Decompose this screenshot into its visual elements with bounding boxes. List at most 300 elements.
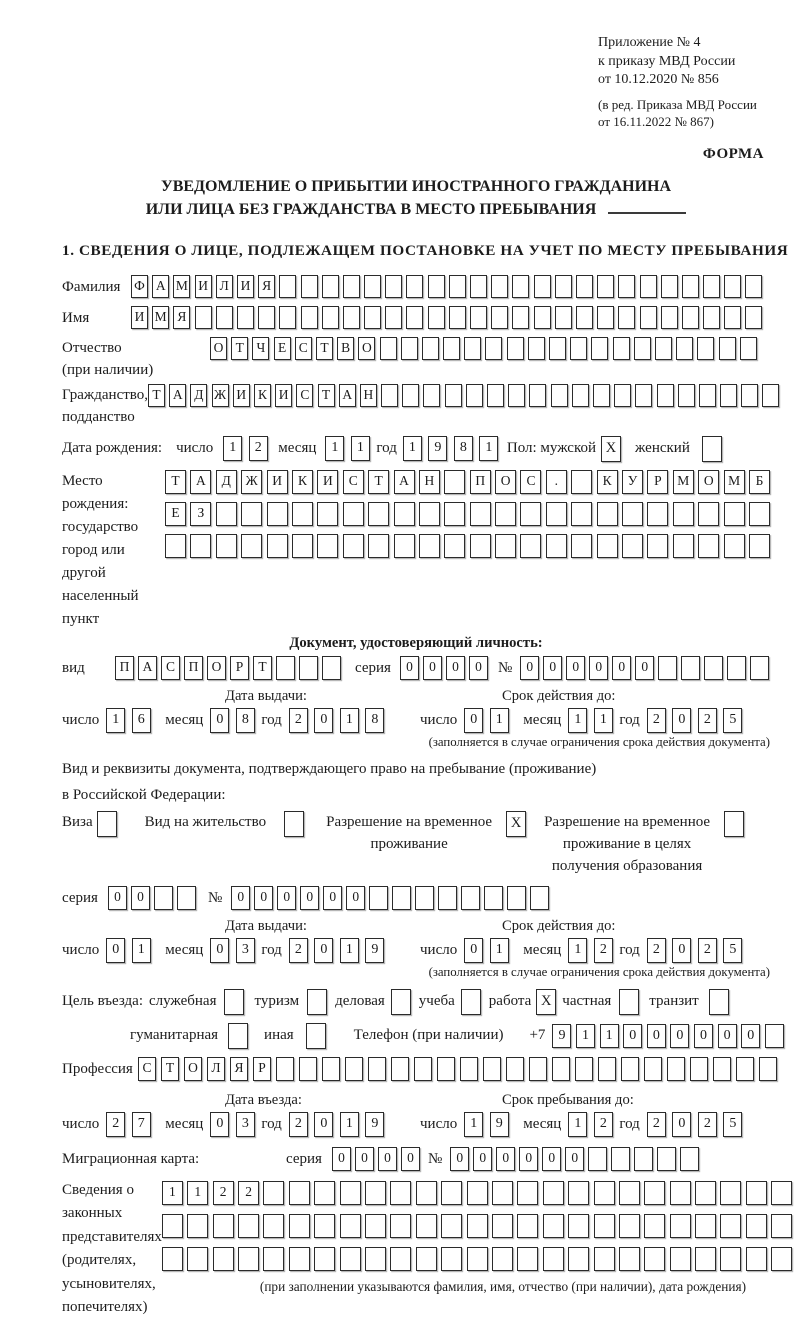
char-cell[interactable] xyxy=(444,534,465,558)
char-cell[interactable] xyxy=(594,1247,615,1271)
char-cell[interactable]: 2 xyxy=(289,938,308,963)
char-cell[interactable] xyxy=(552,1057,570,1081)
char-cell[interactable]: М xyxy=(173,275,190,298)
char-cell[interactable] xyxy=(414,1057,432,1081)
char-cell[interactable] xyxy=(551,384,568,407)
char-cell[interactable]: 0 xyxy=(520,656,539,680)
char-cell[interactable] xyxy=(317,534,338,558)
char-cell[interactable] xyxy=(593,384,610,407)
char-cell[interactable] xyxy=(597,275,614,298)
char-cell[interactable]: В xyxy=(337,337,354,360)
char-cell[interactable] xyxy=(279,306,296,329)
char-cell[interactable] xyxy=(517,1247,538,1271)
char-cell[interactable] xyxy=(276,1057,294,1081)
char-cell[interactable] xyxy=(746,1247,767,1271)
checkbox-purpose-work[interactable]: X xyxy=(536,989,556,1015)
char-cell[interactable]: С xyxy=(161,656,180,680)
char-cell[interactable] xyxy=(415,886,434,910)
char-cell[interactable] xyxy=(438,886,457,910)
char-cell[interactable]: Т xyxy=(253,656,272,680)
char-cell[interactable]: О xyxy=(184,1057,202,1081)
char-cell[interactable]: 0 xyxy=(519,1147,538,1171)
char-cell[interactable]: 2 xyxy=(289,1112,308,1137)
char-cell[interactable]: 0 xyxy=(623,1024,642,1048)
char-cell[interactable] xyxy=(340,1214,361,1238)
char-cell[interactable]: 1 xyxy=(325,436,344,461)
char-cell[interactable] xyxy=(385,306,402,329)
char-cell[interactable] xyxy=(292,534,313,558)
char-cell[interactable] xyxy=(390,1181,411,1205)
char-cell[interactable]: 0 xyxy=(277,886,296,910)
char-cell[interactable]: 6 xyxy=(132,708,151,733)
char-cell[interactable] xyxy=(720,1247,741,1271)
char-cell[interactable]: 2 xyxy=(647,1112,666,1137)
char-cell[interactable]: К xyxy=(254,384,271,407)
char-cell[interactable] xyxy=(263,1181,284,1205)
checkbox-purpose-business[interactable] xyxy=(391,989,411,1015)
char-cell[interactable]: 1 xyxy=(464,1112,483,1137)
char-cell[interactable]: С xyxy=(296,384,313,407)
char-cell[interactable]: 1 xyxy=(490,708,509,733)
checkbox-purpose-study[interactable] xyxy=(461,989,481,1015)
char-cell[interactable] xyxy=(401,337,418,360)
char-cell[interactable] xyxy=(443,337,460,360)
char-cell[interactable] xyxy=(703,275,720,298)
char-cell[interactable]: К xyxy=(597,470,618,494)
char-cell[interactable]: Р xyxy=(253,1057,271,1081)
char-cell[interactable] xyxy=(187,1214,208,1238)
char-cell[interactable] xyxy=(365,1214,386,1238)
char-cell[interactable]: Л xyxy=(216,275,233,298)
char-cell[interactable]: Я xyxy=(173,306,190,329)
char-cell[interactable] xyxy=(597,306,614,329)
char-cell[interactable] xyxy=(165,534,186,558)
char-cell[interactable]: 5 xyxy=(723,1112,742,1137)
checkbox-purpose-private[interactable] xyxy=(619,989,639,1015)
char-cell[interactable] xyxy=(640,275,657,298)
char-cell[interactable]: 8 xyxy=(365,708,384,733)
char-cell[interactable]: Д xyxy=(216,470,237,494)
char-cell[interactable] xyxy=(340,1247,361,1271)
char-cell[interactable] xyxy=(759,1057,777,1081)
char-cell[interactable] xyxy=(495,502,516,526)
char-cell[interactable] xyxy=(576,306,593,329)
char-cell[interactable] xyxy=(571,470,592,494)
char-cell[interactable]: Я xyxy=(230,1057,248,1081)
char-cell[interactable]: 1 xyxy=(403,436,422,461)
char-cell[interactable] xyxy=(292,502,313,526)
char-cell[interactable]: С xyxy=(343,470,364,494)
char-cell[interactable] xyxy=(749,534,770,558)
char-cell[interactable] xyxy=(512,275,529,298)
char-cell[interactable] xyxy=(670,1181,691,1205)
char-cell[interactable] xyxy=(546,502,567,526)
char-cell[interactable]: Н xyxy=(419,470,440,494)
char-cell[interactable] xyxy=(394,534,415,558)
char-cell[interactable] xyxy=(634,337,651,360)
char-cell[interactable]: Б xyxy=(749,470,770,494)
char-cell[interactable] xyxy=(322,656,341,680)
char-cell[interactable] xyxy=(681,656,700,680)
char-cell[interactable]: 0 xyxy=(450,1147,469,1171)
char-cell[interactable] xyxy=(594,1181,615,1205)
char-cell[interactable] xyxy=(391,1057,409,1081)
char-cell[interactable] xyxy=(618,306,635,329)
char-cell[interactable] xyxy=(570,337,587,360)
char-cell[interactable] xyxy=(314,1214,335,1238)
char-cell[interactable]: И xyxy=(275,384,292,407)
checkbox-purpose-official[interactable] xyxy=(224,989,244,1015)
char-cell[interactable]: 2 xyxy=(594,1112,613,1137)
char-cell[interactable] xyxy=(724,275,741,298)
char-cell[interactable] xyxy=(741,384,758,407)
char-cell[interactable] xyxy=(543,1247,564,1271)
char-cell[interactable] xyxy=(698,534,719,558)
char-cell[interactable] xyxy=(517,1181,538,1205)
char-cell[interactable] xyxy=(343,534,364,558)
char-cell[interactable] xyxy=(568,1247,589,1271)
char-cell[interactable] xyxy=(485,337,502,360)
char-cell[interactable]: 0 xyxy=(108,886,127,910)
char-cell[interactable]: О xyxy=(698,470,719,494)
char-cell[interactable]: 0 xyxy=(672,708,691,733)
char-cell[interactable] xyxy=(406,306,423,329)
char-cell[interactable] xyxy=(368,502,389,526)
char-cell[interactable] xyxy=(647,534,668,558)
char-cell[interactable] xyxy=(187,1247,208,1271)
char-cell[interactable]: М xyxy=(673,470,694,494)
char-cell[interactable] xyxy=(216,534,237,558)
char-cell[interactable]: О xyxy=(495,470,516,494)
char-cell[interactable] xyxy=(719,337,736,360)
char-cell[interactable] xyxy=(661,306,678,329)
char-cell[interactable] xyxy=(750,656,769,680)
char-cell[interactable] xyxy=(279,275,296,298)
char-cell[interactable] xyxy=(680,1147,699,1171)
char-cell[interactable]: 1 xyxy=(576,1024,595,1048)
char-cell[interactable] xyxy=(644,1057,662,1081)
char-cell[interactable] xyxy=(622,534,643,558)
char-cell[interactable] xyxy=(340,1181,361,1205)
char-cell[interactable] xyxy=(289,1214,310,1238)
char-cell[interactable] xyxy=(678,384,695,407)
char-cell[interactable] xyxy=(154,886,173,910)
char-cell[interactable] xyxy=(314,1181,335,1205)
char-cell[interactable]: С xyxy=(295,337,312,360)
char-cell[interactable]: З xyxy=(190,502,211,526)
char-cell[interactable] xyxy=(724,306,741,329)
char-cell[interactable]: К xyxy=(292,470,313,494)
char-cell[interactable]: 0 xyxy=(346,886,365,910)
char-cell[interactable] xyxy=(470,502,491,526)
char-cell[interactable] xyxy=(613,337,630,360)
char-cell[interactable]: 1 xyxy=(187,1181,208,1205)
char-cell[interactable] xyxy=(762,384,779,407)
char-cell[interactable]: И xyxy=(237,275,254,298)
char-cell[interactable]: 1 xyxy=(568,1112,587,1137)
char-cell[interactable]: 1 xyxy=(106,708,125,733)
char-cell[interactable] xyxy=(299,1057,317,1081)
char-cell[interactable]: 0 xyxy=(566,656,585,680)
char-cell[interactable] xyxy=(529,1057,547,1081)
char-cell[interactable] xyxy=(571,502,592,526)
char-cell[interactable]: С xyxy=(520,470,541,494)
char-cell[interactable] xyxy=(416,1214,437,1238)
char-cell[interactable] xyxy=(699,384,716,407)
char-cell[interactable] xyxy=(428,306,445,329)
checkbox-purpose-tourism[interactable] xyxy=(307,989,327,1015)
char-cell[interactable] xyxy=(416,1247,437,1271)
char-cell[interactable] xyxy=(276,656,295,680)
char-cell[interactable] xyxy=(635,384,652,407)
char-cell[interactable]: 1 xyxy=(568,938,587,963)
char-cell[interactable] xyxy=(658,656,677,680)
char-cell[interactable]: 1 xyxy=(479,436,498,461)
char-cell[interactable] xyxy=(695,1214,716,1238)
char-cell[interactable]: 2 xyxy=(647,708,666,733)
char-cell[interactable]: Р xyxy=(230,656,249,680)
char-cell[interactable]: 0 xyxy=(314,938,333,963)
char-cell[interactable] xyxy=(594,1214,615,1238)
char-cell[interactable] xyxy=(322,1057,340,1081)
char-cell[interactable] xyxy=(190,534,211,558)
char-cell[interactable] xyxy=(673,534,694,558)
char-cell[interactable]: 1 xyxy=(162,1181,183,1205)
char-cell[interactable]: 3 xyxy=(236,1112,255,1137)
char-cell[interactable]: 2 xyxy=(698,708,717,733)
char-cell[interactable] xyxy=(746,1181,767,1205)
char-cell[interactable]: 0 xyxy=(106,938,125,963)
char-cell[interactable]: И xyxy=(267,470,288,494)
char-cell[interactable] xyxy=(572,384,589,407)
char-cell[interactable]: 0 xyxy=(300,886,319,910)
char-cell[interactable] xyxy=(380,337,397,360)
char-cell[interactable] xyxy=(428,275,445,298)
char-cell[interactable]: Т xyxy=(148,384,165,407)
char-cell[interactable]: У xyxy=(622,470,643,494)
char-cell[interactable]: М xyxy=(152,306,169,329)
char-cell[interactable]: Ж xyxy=(241,470,262,494)
char-cell[interactable]: 2 xyxy=(698,938,717,963)
char-cell[interactable]: Я xyxy=(258,275,275,298)
char-cell[interactable] xyxy=(441,1247,462,1271)
char-cell[interactable] xyxy=(720,1181,741,1205)
char-cell[interactable]: 5 xyxy=(723,708,742,733)
char-cell[interactable] xyxy=(673,502,694,526)
char-cell[interactable] xyxy=(703,306,720,329)
char-cell[interactable]: М xyxy=(724,470,745,494)
char-cell[interactable] xyxy=(670,1214,691,1238)
char-cell[interactable]: Ч xyxy=(252,337,269,360)
char-cell[interactable] xyxy=(162,1247,183,1271)
char-cell[interactable]: 0 xyxy=(672,1112,691,1137)
char-cell[interactable] xyxy=(444,502,465,526)
char-cell[interactable] xyxy=(419,534,440,558)
checkbox-purpose-transit[interactable] xyxy=(709,989,729,1015)
char-cell[interactable] xyxy=(746,1214,767,1238)
char-cell[interactable]: 0 xyxy=(210,938,229,963)
char-cell[interactable] xyxy=(237,306,254,329)
char-cell[interactable] xyxy=(534,306,551,329)
char-cell[interactable] xyxy=(704,656,723,680)
char-cell[interactable]: 0 xyxy=(210,708,229,733)
char-cell[interactable] xyxy=(368,1057,386,1081)
char-cell[interactable] xyxy=(655,337,672,360)
checkbox-residence-permit[interactable] xyxy=(284,811,304,837)
char-cell[interactable]: 1 xyxy=(340,1112,359,1137)
char-cell[interactable]: 0 xyxy=(741,1024,760,1048)
char-cell[interactable] xyxy=(740,337,757,360)
char-cell[interactable] xyxy=(390,1214,411,1238)
char-cell[interactable] xyxy=(546,534,567,558)
char-cell[interactable]: Р xyxy=(647,470,668,494)
char-cell[interactable]: 9 xyxy=(490,1112,509,1137)
char-cell[interactable] xyxy=(492,1247,513,1271)
char-cell[interactable] xyxy=(682,306,699,329)
char-cell[interactable]: 0 xyxy=(400,656,419,680)
char-cell[interactable] xyxy=(614,384,631,407)
char-cell[interactable] xyxy=(695,1181,716,1205)
char-cell[interactable] xyxy=(464,337,481,360)
char-cell[interactable]: П xyxy=(470,470,491,494)
char-cell[interactable]: Т xyxy=(231,337,248,360)
char-cell[interactable] xyxy=(491,306,508,329)
char-cell[interactable]: 0 xyxy=(314,708,333,733)
char-cell[interactable] xyxy=(555,306,572,329)
char-cell[interactable] xyxy=(461,886,480,910)
char-cell[interactable] xyxy=(267,534,288,558)
char-cell[interactable]: 0 xyxy=(254,886,273,910)
char-cell[interactable]: 0 xyxy=(672,938,691,963)
char-cell[interactable] xyxy=(483,1057,501,1081)
char-cell[interactable] xyxy=(449,306,466,329)
char-cell[interactable]: П xyxy=(184,656,203,680)
char-cell[interactable] xyxy=(419,502,440,526)
char-cell[interactable]: 0 xyxy=(635,656,654,680)
char-cell[interactable] xyxy=(162,1214,183,1238)
char-cell[interactable] xyxy=(749,502,770,526)
char-cell[interactable]: А xyxy=(339,384,356,407)
char-cell[interactable]: Т xyxy=(165,470,186,494)
char-cell[interactable]: С xyxy=(138,1057,156,1081)
char-cell[interactable]: 2 xyxy=(647,938,666,963)
char-cell[interactable] xyxy=(543,1181,564,1205)
char-cell[interactable] xyxy=(467,1181,488,1205)
char-cell[interactable] xyxy=(576,275,593,298)
char-cell[interactable] xyxy=(195,306,212,329)
char-cell[interactable] xyxy=(568,1181,589,1205)
char-cell[interactable] xyxy=(698,502,719,526)
char-cell[interactable] xyxy=(517,1214,538,1238)
char-cell[interactable]: 1 xyxy=(600,1024,619,1048)
char-cell[interactable]: 2 xyxy=(238,1181,259,1205)
char-cell[interactable] xyxy=(555,275,572,298)
char-cell[interactable]: П xyxy=(115,656,134,680)
char-cell[interactable] xyxy=(445,384,462,407)
char-cell[interactable]: 0 xyxy=(332,1147,351,1171)
char-cell[interactable] xyxy=(470,534,491,558)
char-cell[interactable] xyxy=(460,1057,478,1081)
char-cell[interactable] xyxy=(622,502,643,526)
char-cell[interactable] xyxy=(492,1214,513,1238)
char-cell[interactable]: Н xyxy=(360,384,377,407)
char-cell[interactable] xyxy=(390,1247,411,1271)
char-cell[interactable] xyxy=(598,1057,616,1081)
checkbox-temp-residence[interactable]: X xyxy=(506,811,526,837)
char-cell[interactable]: Т xyxy=(161,1057,179,1081)
char-cell[interactable] xyxy=(495,534,516,558)
char-cell[interactable]: . xyxy=(546,470,567,494)
char-cell[interactable]: 1 xyxy=(340,938,359,963)
char-cell[interactable] xyxy=(745,306,762,329)
char-cell[interactable] xyxy=(441,1181,462,1205)
char-cell[interactable] xyxy=(529,384,546,407)
checkbox-purpose-humanitarian[interactable] xyxy=(228,1023,248,1049)
char-cell[interactable] xyxy=(695,1247,716,1271)
char-cell[interactable] xyxy=(449,275,466,298)
char-cell[interactable]: И xyxy=(317,470,338,494)
char-cell[interactable]: 0 xyxy=(210,1112,229,1137)
char-cell[interactable] xyxy=(470,306,487,329)
char-cell[interactable] xyxy=(289,1247,310,1271)
char-cell[interactable]: 1 xyxy=(568,708,587,733)
char-cell[interactable]: 0 xyxy=(469,656,488,680)
char-cell[interactable] xyxy=(314,1247,335,1271)
char-cell[interactable]: 9 xyxy=(365,1112,384,1137)
char-cell[interactable]: О xyxy=(210,337,227,360)
char-cell[interactable] xyxy=(676,337,693,360)
char-cell[interactable] xyxy=(343,306,360,329)
char-cell[interactable] xyxy=(437,1057,455,1081)
char-cell[interactable]: 2 xyxy=(106,1112,125,1137)
char-cell[interactable]: 0 xyxy=(314,1112,333,1137)
char-cell[interactable] xyxy=(216,502,237,526)
char-cell[interactable]: 7 xyxy=(132,1112,151,1137)
char-cell[interactable] xyxy=(667,1057,685,1081)
char-cell[interactable] xyxy=(512,306,529,329)
char-cell[interactable] xyxy=(263,1214,284,1238)
checkbox-sex-male[interactable]: X xyxy=(601,436,621,462)
char-cell[interactable] xyxy=(621,1057,639,1081)
char-cell[interactable] xyxy=(670,1247,691,1271)
char-cell[interactable] xyxy=(720,1214,741,1238)
char-cell[interactable] xyxy=(771,1247,792,1271)
char-cell[interactable]: 0 xyxy=(323,886,342,910)
char-cell[interactable]: 0 xyxy=(131,886,150,910)
char-cell[interactable] xyxy=(238,1214,259,1238)
char-cell[interactable] xyxy=(364,275,381,298)
char-cell[interactable] xyxy=(647,502,668,526)
char-cell[interactable]: 3 xyxy=(236,938,255,963)
char-cell[interactable] xyxy=(492,1181,513,1205)
char-cell[interactable] xyxy=(713,1057,731,1081)
char-cell[interactable]: Т xyxy=(368,470,389,494)
char-cell[interactable] xyxy=(534,275,551,298)
char-cell[interactable] xyxy=(618,275,635,298)
char-cell[interactable] xyxy=(299,656,318,680)
char-cell[interactable] xyxy=(644,1247,665,1271)
char-cell[interactable]: Т xyxy=(316,337,333,360)
char-cell[interactable] xyxy=(365,1181,386,1205)
char-cell[interactable]: 0 xyxy=(231,886,250,910)
char-cell[interactable] xyxy=(385,275,402,298)
char-cell[interactable]: 1 xyxy=(340,708,359,733)
char-cell[interactable]: 8 xyxy=(454,436,473,461)
char-cell[interactable] xyxy=(690,1057,708,1081)
char-cell[interactable]: 0 xyxy=(670,1024,689,1048)
char-cell[interactable] xyxy=(520,534,541,558)
char-cell[interactable]: Д xyxy=(190,384,207,407)
